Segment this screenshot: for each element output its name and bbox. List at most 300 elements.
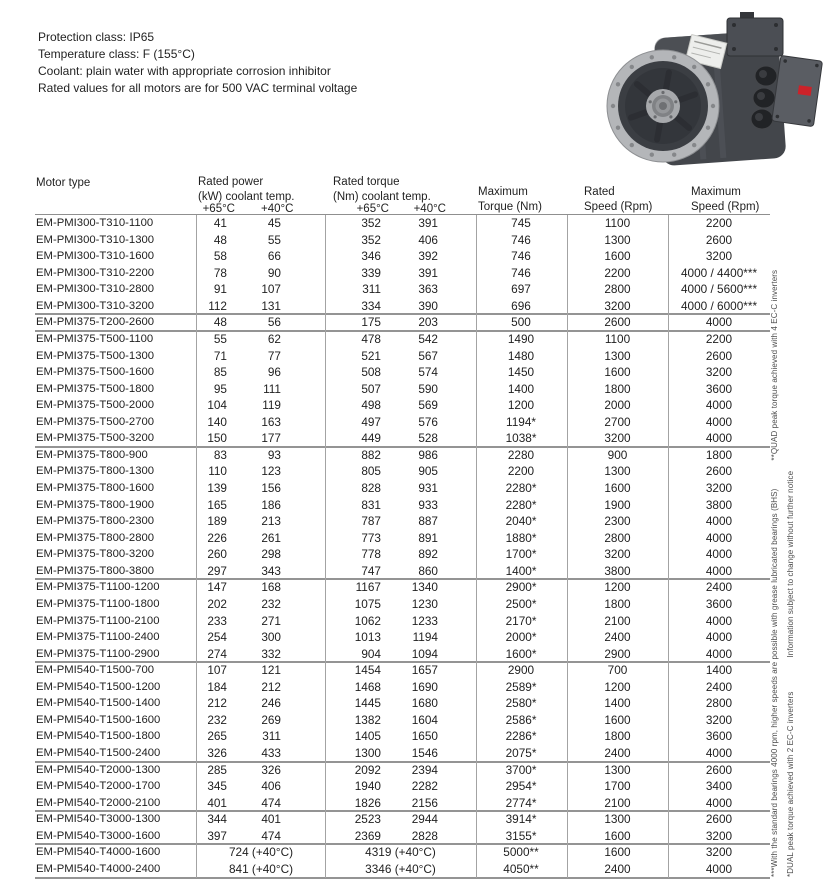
cell-max-torque: 5000** [503,845,539,860]
cell-rated-speed: 1200 [604,580,631,595]
cell-max-speed: 2400 [705,580,733,595]
col-header-max-speed-2: Speed (Rpm) [691,201,760,213]
cell-motor-type: EM-PMI375-T800-1300 [36,465,155,478]
cell-power-40: 261 [261,530,281,545]
cell-torque-65: 175 [361,315,381,330]
temperature-class-line: Temperature class: F (155°C) [38,47,195,61]
cell-power-65: 254 [207,630,227,645]
cell-motor-type: EM-PMI375-T800-3200 [36,548,155,561]
cell-max-speed: 4000 [705,315,733,330]
cell-torque-65: 507 [361,381,381,396]
cell-rated-speed: 2400 [604,746,631,760]
cell-max-speed: 4000 [705,530,733,545]
table-row [35,463,770,480]
cell-power-40: 131 [261,298,281,313]
cell-power-65: 78 [213,265,227,280]
cell-max-speed: 4000 [705,563,733,578]
cell-torque-65: 334 [361,298,381,313]
table-row [35,414,770,431]
col-header-torque-65: +65°C [356,203,389,215]
cell-power-40: 77 [267,348,281,363]
cell-rated-speed: 1800 [604,729,631,744]
cell-motor-type: EM-PMI540-T4000-2400 [36,862,161,875]
cell-torque-40: 569 [418,398,438,413]
table-row [35,397,770,414]
cell-torque-40: 1094 [411,646,438,661]
cell-max-speed: 4000 [705,547,733,562]
table-row [35,447,770,464]
table-row [35,232,770,249]
cell-torque-40: 892 [418,547,438,562]
cell-torque-65: 339 [361,265,381,280]
cell-motor-type: EM-PMI375-T1100-2900 [36,647,160,660]
cell-torque-40: 567 [418,348,438,363]
cell-torque-65: 1468 [354,679,381,694]
cell-rated-speed: 1100 [604,216,631,230]
brand-logo [798,85,812,96]
cell-rated-speed: 1300 [604,812,631,827]
cell-torque-40: 1690 [411,679,438,694]
cell-power-40: 213 [261,514,281,529]
cell-rated-torque: 3346 (+40°C) [365,861,436,876]
col-header-power-title: Rated power [198,176,264,188]
cell-power-65: 48 [213,232,227,247]
cell-max-torque: 2586* [505,712,537,727]
cell-power-65: 41 [213,216,227,230]
cell-power-65: 139 [207,481,227,495]
cell-max-torque: 746 [511,232,531,247]
table-row [35,662,770,679]
junction-box [727,12,783,56]
cell-max-torque: 2589* [505,679,537,694]
table-header [35,175,770,215]
cell-rated-speed: 1400 [604,696,631,711]
cell-rated-speed: 2800 [604,530,631,545]
cell-max-speed: 4000 [705,398,733,413]
footnote-column-1 [770,270,779,877]
cell-motor-type: EM-PMI375-T200-2600 [36,316,155,329]
cell-max-speed: 2600 [705,762,733,777]
cell-power-65: 184 [207,679,227,694]
cell-power-65: 150 [207,431,227,446]
cell-max-speed: 3200 [705,365,733,380]
cell-torque-40: 1546 [411,746,438,760]
cell-torque-65: 497 [361,414,381,429]
table-row [35,348,770,365]
cell-power-40: 433 [261,746,281,760]
cell-power-65: 202 [207,596,227,611]
table-row [35,248,770,265]
cell-max-torque: 1194* [506,414,536,429]
cell-power-65: 232 [207,712,227,727]
cell-torque-65: 508 [361,365,381,380]
footnote-bhs: ***With the standard bearings 4000 rpm, higher speeds are possible with grease lubricated bearings (BHS) [770,488,779,877]
table-row [35,629,770,646]
cell-torque-65: 787 [361,514,381,529]
cell-max-torque: 697 [511,282,531,297]
cell-power-65: 91 [213,282,227,297]
cell-motor-type: EM-PMI375-T500-1800 [36,382,155,395]
cell-power-40: 168 [261,580,281,595]
cell-power-40: 232 [261,596,281,611]
cell-motor-type: EM-PMI540-T2000-2100 [36,796,161,809]
cell-power-65: 260 [207,547,227,562]
cell-power-40: 212 [261,679,281,694]
cell-rated-speed: 1600 [604,249,631,264]
cell-motor-type: EM-PMI540-T2000-1700 [36,780,161,793]
cell-power-40: 177 [261,431,281,446]
cell-max-torque: 3914* [505,812,537,827]
cell-torque-40: 1233 [411,613,438,628]
cell-power-40: 66 [267,249,281,264]
cell-power-65: 112 [208,298,227,313]
cell-torque-65: 778 [361,547,381,562]
cell-torque-40: 1340 [411,580,438,595]
cell-torque-40: 574 [418,365,438,380]
table-row [35,480,770,497]
cell-power-65: 95 [213,381,227,396]
cell-max-speed: 3200 [705,712,733,727]
col-header-rated-speed-2: Speed (Rpm) [584,201,653,213]
cell-rated-speed: 2100 [604,795,631,810]
table-row [35,861,770,878]
cell-torque-40: 576 [418,414,438,429]
motor-front-face [607,50,719,162]
cell-max-torque: 2286* [505,729,537,744]
cell-motor-type: EM-PMI540-T3000-1300 [36,813,161,826]
cell-torque-65: 882 [361,447,381,462]
table-group [35,215,770,314]
cell-max-speed: 3200 [705,481,733,495]
cell-rated-speed: 2400 [604,630,631,645]
cell-max-torque: 2774* [505,795,537,810]
cell-max-torque: 2500* [505,596,537,611]
cell-max-speed: 4000 [705,646,733,661]
cell-max-torque: 2000* [505,630,537,645]
cell-max-torque: 2280* [505,481,537,495]
cell-max-speed: 4000 [705,861,733,876]
table-row [35,778,770,795]
cell-rated-speed: 1600 [604,845,631,860]
cell-max-speed: 4000 [705,431,733,446]
cell-max-torque: 1038* [505,431,537,446]
cell-torque-65: 1826 [354,795,381,810]
table-group [35,762,770,812]
cell-motor-type: EM-PMI300-T310-1300 [36,233,155,246]
cell-max-speed: 2200 [705,331,733,346]
cell-power-40: 121 [261,663,281,678]
cell-power-40: 163 [261,414,281,429]
cell-max-torque: 1600* [505,646,537,661]
col-header-max-torque-1: Maximum [478,186,528,198]
table-row [35,364,770,381]
cell-motor-type: EM-PMI300-T310-2200 [36,266,155,279]
cell-torque-65: 805 [361,464,381,479]
cell-rated-speed: 1300 [604,348,631,363]
cell-torque-40: 528 [418,431,438,446]
cell-torque-40: 891 [418,530,438,545]
cell-motor-type: EM-PMI375-T500-3200 [36,432,155,445]
cell-torque-65: 2092 [354,762,381,777]
table-row [35,695,770,712]
cell-power-65: 397 [207,828,227,843]
table-row [35,811,770,828]
cell-max-speed: 1800 [705,447,733,462]
table-row [35,265,770,282]
cell-max-torque: 2900* [505,580,537,595]
cell-max-torque: 2954* [505,779,537,794]
cell-motor-type: EM-PMI540-T4000-1600 [36,846,161,859]
cell-max-speed: 3200 [705,845,733,860]
cell-max-speed: 4000 [705,414,733,429]
cell-power-40: 186 [261,497,281,512]
cell-max-torque: 746 [511,249,531,264]
cell-torque-40: 590 [418,381,438,396]
cell-power-40: 111 [263,381,281,396]
cell-max-speed: 4000 / 6000*** [680,298,758,313]
cell-max-torque: 2170* [505,613,537,628]
footnote-dual: *DUAL peak torque achieved with 2 EC-C inverters [786,691,795,877]
table-group [35,811,770,844]
table-row [35,579,770,596]
cell-max-speed: 4000 [705,795,733,810]
cell-torque-40: 1650 [411,729,438,744]
cell-max-torque: 745 [511,216,531,230]
cell-motor-type: EM-PMI375-T1100-1200 [36,581,160,594]
cell-torque-65: 828 [361,481,381,495]
cell-torque-65: 498 [361,398,381,413]
protection-class-line: Protection class: IP65 [38,30,155,44]
cell-max-speed: 2800 [705,696,733,711]
cell-torque-65: 773 [361,530,381,545]
cell-power-40: 343 [261,563,281,578]
table-group [35,314,770,331]
cell-torque-65: 1167 [355,580,381,595]
cell-max-speed: 3600 [705,729,733,744]
table-row [35,795,770,812]
cell-torque-40: 203 [418,315,438,330]
cell-torque-40: 931 [418,481,438,495]
cell-max-torque: 1200 [507,398,535,413]
col-header-torque-title: Rated torque [333,176,400,188]
footnote-info: Information subject to change without further notice [786,470,795,658]
cell-torque-40: 933 [418,497,438,512]
cell-torque-65: 1405 [354,729,381,744]
cell-rated-speed: 2600 [604,315,631,330]
cell-max-speed: 2600 [705,348,733,363]
cell-power-40: 56 [267,315,281,330]
cell-torque-65: 311 [362,282,381,297]
table-row [35,712,770,729]
table-row [35,215,770,232]
cell-power-65: 140 [207,414,227,429]
table-row [35,844,770,861]
cell-max-speed: 4000 / 4400*** [680,265,758,280]
table-group [35,579,770,662]
cell-max-speed: 4000 [705,630,733,645]
cell-motor-type: EM-PMI540-T1500-1600 [36,713,161,726]
cell-max-torque: 2200 [507,464,535,479]
cell-power-65: 274 [207,646,227,661]
cell-max-torque: 2280* [505,497,537,512]
cell-motor-type: EM-PMI540-T3000-1600 [36,829,161,842]
cell-torque-40: 986 [418,447,438,462]
cell-max-speed: 4000 [705,613,733,628]
cell-power-65: 165 [207,497,227,512]
table-row [35,762,770,779]
cell-motor-type: EM-PMI375-T800-1900 [36,498,155,511]
col-header-max-torque-2: Torque (Nm) [478,201,542,213]
cell-max-speed: 3800 [705,497,733,512]
cell-max-speed: 1400 [705,663,733,678]
cell-torque-40: 1657 [411,663,438,678]
table-row [35,563,770,580]
cell-rated-speed: 2100 [604,613,631,628]
cell-rated-power: 841 (+40°C) [228,861,294,876]
cell-power-65: 212 [207,696,227,711]
cell-power-65: 233 [207,613,227,628]
cell-motor-type: EM-PMI375-T500-2000 [36,399,155,412]
cell-max-speed: 3200 [705,249,733,264]
cell-motor-type: EM-PMI375-T500-2700 [36,415,155,428]
table-group [35,447,770,580]
col-header-torque-sub: (Nm) coolant temp. [333,191,431,203]
cell-torque-65: 1300 [354,746,381,760]
cell-torque-40: 392 [418,249,438,264]
cell-max-speed: 4000 / 5600*** [680,282,758,297]
table-group [35,844,770,877]
cell-rated-speed: 1700 [604,779,631,794]
cell-max-torque: 500 [511,315,531,330]
col-header-power-sub: (kW) coolant temp. [198,191,295,203]
cell-rated-speed: 2000 [604,398,631,413]
spec-summary [38,29,357,97]
cell-rated-speed: 1300 [604,232,631,247]
cell-torque-65: 1445 [354,696,381,711]
cell-max-speed: 3600 [705,381,733,396]
cell-rated-speed: 3800 [604,563,631,578]
footnote-quad: **QUAD peak torque achieved with 4 EC-C inverters [770,269,779,461]
cell-power-40: 269 [261,712,281,727]
cell-power-65: 344 [207,812,227,827]
cell-motor-type: EM-PMI375-T800-3800 [36,564,155,577]
cell-torque-65: 904 [361,646,381,661]
col-header-power-65: +65°C [202,203,235,215]
cell-rated-speed: 3200 [604,298,631,313]
table-row [35,530,770,547]
cell-max-speed: 4000 [705,514,733,529]
cell-power-65: 401 [207,795,227,810]
cell-torque-65: 1382 [354,712,381,727]
cell-torque-40: 542 [418,331,438,346]
cell-rated-torque: 4319 (+40°C) [365,845,436,860]
cell-motor-type: EM-PMI540-T1500-2400 [36,747,161,759]
table-row [35,381,770,398]
cell-torque-40: 887 [418,514,438,529]
table-row [35,613,770,630]
col-header-motor-type: Motor type [36,177,91,189]
cell-power-40: 246 [261,696,281,711]
cell-max-speed: 2400 [705,679,733,694]
cell-power-40: 107 [261,282,281,297]
cell-torque-40: 406 [418,232,438,247]
cell-power-65: 345 [207,779,227,794]
cell-torque-65: 2523 [354,812,381,827]
cell-power-65: 107 [207,663,227,678]
cell-motor-type: EM-PMI375-T800-2300 [36,515,155,528]
cell-motor-type: EM-PMI540-T1500-700 [36,664,155,677]
cell-max-speed: 2600 [705,812,733,827]
coolant-line: Coolant: plain water with appropriate corrosion inhibitor [38,64,331,78]
cell-motor-type: EM-PMI375-T500-1300 [36,349,155,362]
cell-rated-speed: 2800 [604,282,631,297]
cell-rated-speed: 1200 [604,679,631,694]
col-header-torque-40: +40°C [413,203,446,215]
cell-power-65: 48 [213,315,227,330]
cell-motor-type: EM-PMI375-T1100-2400 [36,631,160,644]
cell-motor-type: EM-PMI375-T1100-2100 [36,614,160,627]
cell-power-40: 326 [261,762,281,777]
cell-power-40: 90 [267,265,281,280]
table-group [35,331,770,447]
cell-rated-speed: 1300 [604,464,631,479]
table-body [35,215,770,878]
cell-torque-40: 1680 [411,696,438,711]
cell-motor-type: EM-PMI540-T1500-1800 [36,730,161,743]
cell-torque-40: 1230 [411,596,438,611]
cell-rated-power: 724 (+40°C) [228,845,294,860]
cell-max-torque: 2580* [505,696,537,711]
table-row [35,281,770,298]
cell-torque-65: 478 [361,331,381,346]
cell-rated-speed: 1600 [604,481,631,495]
cell-torque-40: 905 [418,464,438,479]
cell-motor-type: EM-PMI300-T310-2800 [36,283,155,296]
table-row [35,331,770,348]
cell-motor-type: EM-PMI300-T310-1600 [36,250,155,263]
cell-max-speed: 3600 [705,596,733,611]
cell-rated-speed: 3200 [604,431,631,446]
cell-max-torque: 2280 [507,447,535,462]
cell-torque-65: 1075 [354,596,381,611]
cell-rated-speed: 1300 [604,762,631,777]
cell-max-torque: 696 [511,298,531,313]
cell-power-65: 297 [207,563,227,578]
cell-motor-type: EM-PMI540-T2000-1300 [36,763,161,776]
connector-box [772,55,823,126]
cell-rated-speed: 1600 [604,365,631,380]
cell-rated-speed: 1600 [604,828,631,843]
col-header-rated-speed-1: Rated [584,186,615,198]
cell-power-65: 58 [213,249,227,264]
cell-power-65: 189 [207,514,227,529]
table-row [35,745,770,762]
cell-torque-65: 449 [361,431,381,446]
cell-power-65: 285 [207,762,227,777]
cell-max-speed: 2600 [705,464,733,479]
cell-motor-type: EM-PMI375-T800-2800 [36,531,155,544]
cell-torque-40: 1604 [411,712,438,727]
cell-power-40: 119 [262,398,281,413]
cell-torque-40: 2156 [411,795,438,810]
table-row [35,430,770,447]
cell-max-torque: 3700* [505,762,537,777]
cell-torque-65: 352 [361,216,381,230]
table-group [35,662,770,761]
table-row [35,596,770,613]
cell-power-65: 85 [213,365,227,380]
cell-max-torque: 746 [511,265,531,280]
